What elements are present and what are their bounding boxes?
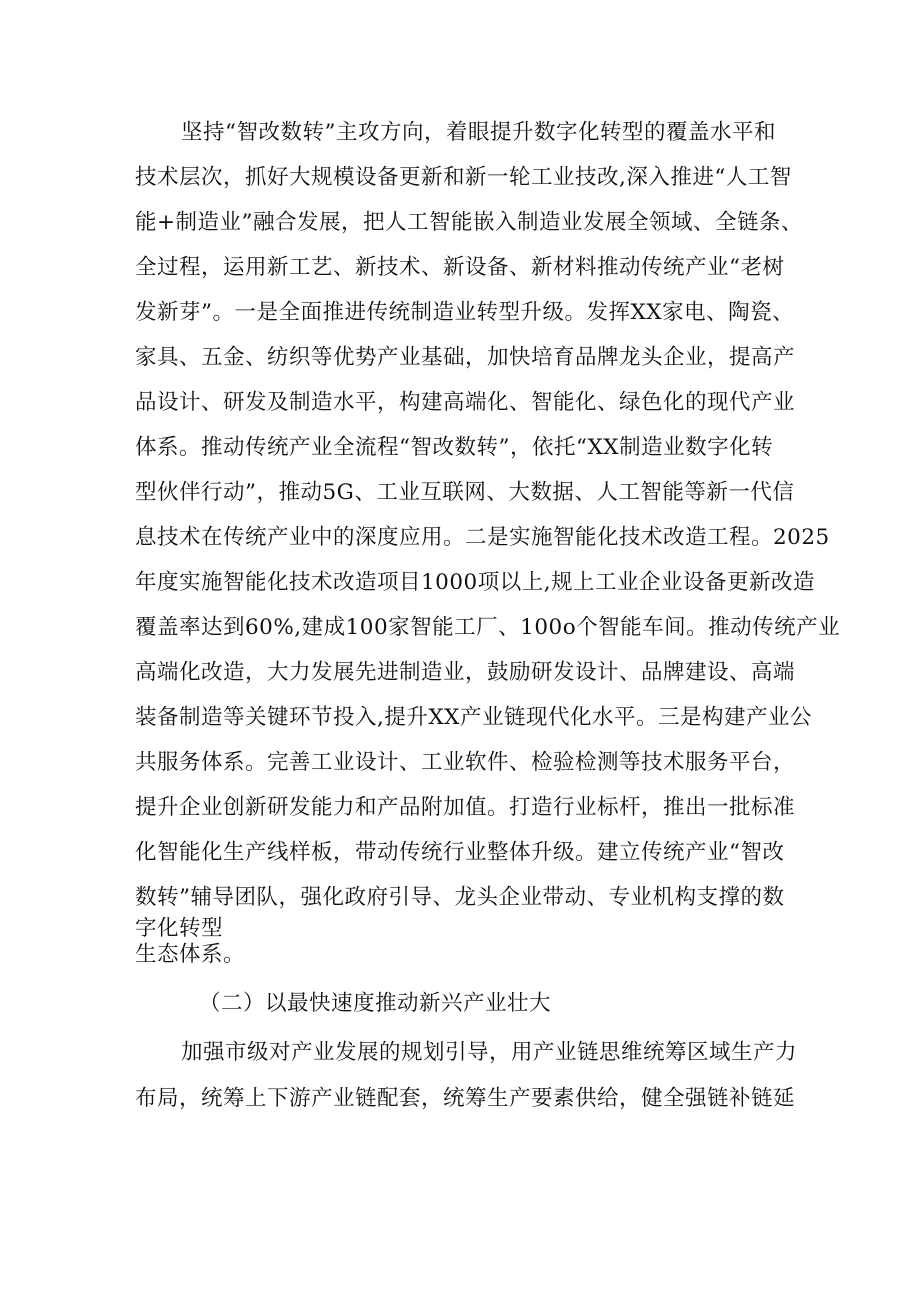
paragraph-1-line: 生态体系。 — [135, 942, 246, 967]
paragraph-1-line: 体系。推动传统产业全流程“智改数转”，依托“XX制造业数字化转 — [135, 435, 774, 460]
paragraph-1-line: 数转”辅导团队，强化政府引导、龙头企业带动、专业机构支撑的数 — [135, 885, 785, 910]
paragraph-1-line: 化智能化生产线样板，带动传统行业整体升级。建立传统产业“智改 — [135, 840, 785, 865]
paragraph-1-line: 提升企业创新研发能力和产品附加值。打造行业标杆，推出一批标准 — [135, 795, 796, 820]
paragraph-1-line: 技术层次，抓好大规模设备更新和新一轮工业技改,深入推进“人工智 — [135, 165, 792, 190]
paragraph-2-line: 加强市级对产业发展的规划引导，用产业链思维统筹区域生产力 — [181, 1040, 798, 1065]
paragraph-1-line: 家具、五金、纺织等优势产业基础，加快培育品牌龙头企业，提高产 — [135, 345, 796, 370]
section-heading: （二）以最快速度推动新兴产业壮大 — [199, 991, 552, 1016]
paragraph-1-line: 发新芽”。一是全面推进传统制造业转型升级。发挥XX家电、陶瓷、 — [135, 300, 795, 325]
paragraph-1-line: 息技术在传统产业中的深度应用。二是实施智能化技术改造工程。2025 — [135, 525, 830, 550]
paragraph-1-line: 共服务体系。完善工业设计、工业软件、检验检测等技术服务平台， — [135, 750, 796, 775]
paragraph-2-line: 布局，统筹上下游产业链配套，统筹生产要素供给，健全强链补链延 — [135, 1086, 796, 1111]
paragraph-1-line: 型伙伴行动”，推动5G、工业互联网、大数据、人工智能等新一代信 — [135, 480, 795, 505]
paragraph-1-line: 能+制造业”融合发展，把人工智能嵌入制造业发展全领域、全链条、 — [135, 210, 804, 235]
paragraph-1-line: 坚持“智改数转”主攻方向，着眼提升数字化转型的覆盖水平和 — [181, 120, 776, 145]
paragraph-1-line: 高端化改造，大力发展先进制造业，鼓励研发设计、品牌建设、高端 — [135, 660, 796, 685]
paragraph-1-line: 全过程，运用新工艺、新技术、新设备、新材料推动传统产业“老树 — [135, 255, 785, 280]
paragraph-1-line: 装备制造等关键环节投入,提升XX产业链现代化水平。三是构建产业公 — [135, 705, 812, 730]
paragraph-1-line: 品设计、研发及制造水平，构建高端化、智能化、绿色化的现代产业 — [135, 390, 796, 415]
paragraph-1-line: 覆盖率达到60%,建成100家智能工厂、100o个智能车间。推动传统产业 — [135, 615, 841, 640]
paragraph-1-line: 年度实施智能化技术改造项目1000项以上,规上工业企业设备更新改造 — [135, 570, 816, 595]
paragraph-1-line: 字化转型 — [135, 916, 224, 941]
